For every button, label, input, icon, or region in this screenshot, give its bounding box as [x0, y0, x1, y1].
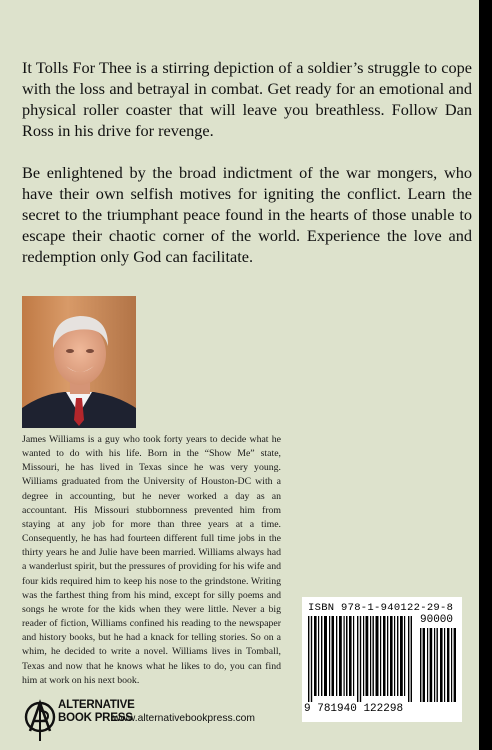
price-addon-bars: [420, 628, 456, 702]
price-code: 90000: [420, 614, 454, 626]
ean-left-group: 781940: [317, 703, 357, 715]
publisher-name-line-1: ALTERNATIVE: [58, 699, 135, 711]
ean-right-group: 122298: [363, 703, 404, 715]
publisher-name-line-2: BOOK PRESS: [58, 712, 133, 724]
publisher-url: www.alternativebookpress.com: [113, 713, 255, 724]
ean-digits: [304, 703, 403, 715]
book-blurb: [22, 57, 472, 288]
isbn-text: ISBN 978-1-940122-29-8: [308, 602, 454, 614]
alternative-book-press-logo-icon: [24, 697, 56, 741]
ean-prefix: 9: [304, 703, 311, 715]
author-portrait-image: [22, 296, 136, 428]
blurb-paragraph-1: It Tolls For Thee is a stirring depiction of a soldier’s struggle to cope with the loss and betrayal in combat. Get ready for an emotional and physical roller coaster that will leave you breathless. Follow Dan Ross in his drive for revenge.: [22, 58, 472, 140]
ean-barcode-bars: [308, 616, 412, 702]
blurb-paragraph-2: Be enlightened by the broad indictment of the war mongers, who have their own selfish motives for igniting the conflict. Learn the secret to the triumphant peace found in the hearts of those unable to escape their chaotic corner of the world. Experience the love and redemption only God can facilitate.: [22, 163, 472, 266]
isbn-barcode: [302, 597, 462, 722]
publisher-logo: [24, 697, 135, 741]
author-photo: [22, 296, 136, 428]
spine-edge: [479, 0, 492, 750]
author-bio: James Williams is a guy who took forty years to decide what he wanted to do with his life. Born in the “Show Me” state, Missouri, he has lived in Texas since he was very young. Williams graduated from the University of Houston-DC with a degree in accounting, but he never worked a day as an accountant. His Missouri stubbornness prevented him from staying at any job for more than three years at a time. Consequently, he has had fourteen different full time jobs in the thirty years he and Julie have been married. Williams always had a wanderlust spirit, but the pressures of providing for his wife and four kids required him to keep his nose to the grindstone. Writing was the farthest thing from his mind, except for silly poems and songs he wrote for the kids when they were little. Never a big reader of fiction, Williams confined his reading to the newspaper and history books, but he had a knack for telling stories. So on a whim, he decided to write a novel. Williams lives in Tomball, Texas and now that he knows what he likes to do, you can find him at work on his next book.: [22, 434, 281, 686]
